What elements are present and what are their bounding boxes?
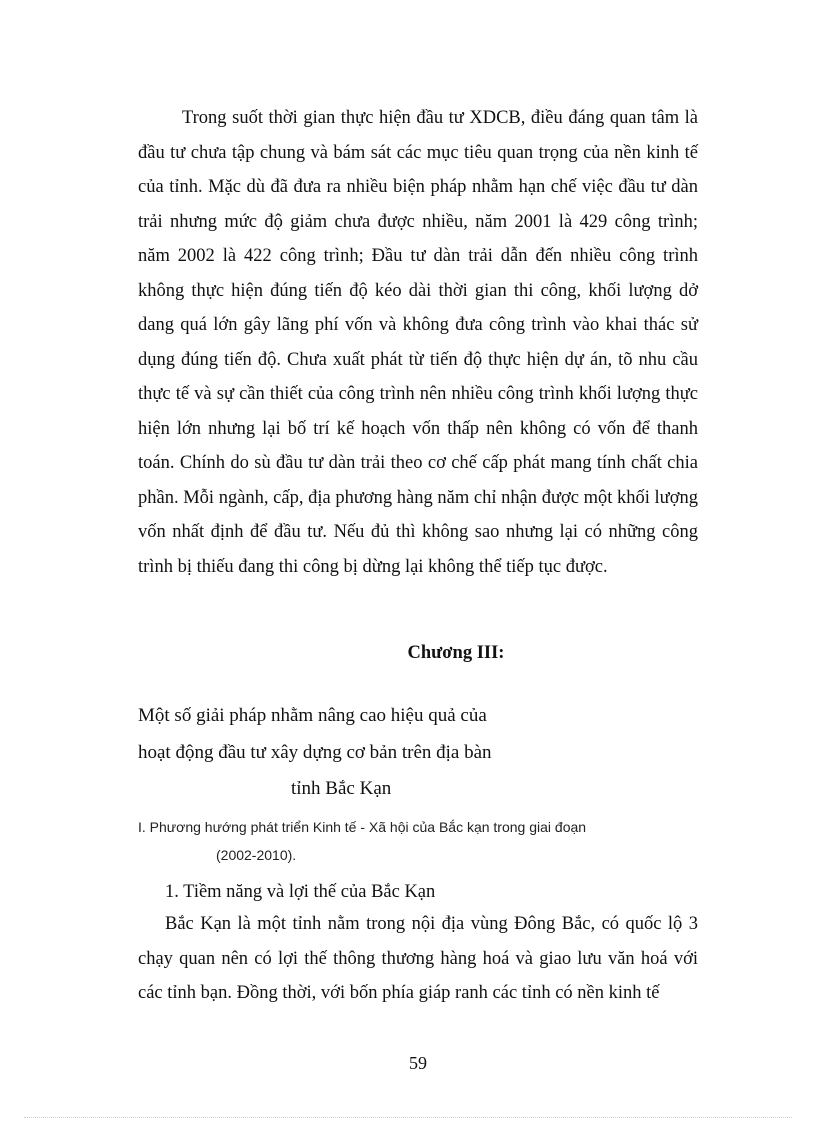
subsection-heading: 1. Tiềm năng và lợi thế của Bắc Kạn	[165, 882, 436, 902]
chapter-title: Chương III:	[407, 643, 505, 663]
bottom-divider	[24, 1117, 792, 1118]
chapter-subtitle-line-2: hoạt động đầu tư xây dựng cơ bản trên địa bàn	[138, 741, 492, 763]
section-heading-period: (2002-2010).	[216, 847, 297, 863]
intro-paragraph: Bắc Kạn là một tỉnh nằm trong nội địa vùng Đông Bắc, có quốc lộ 3 chạy quan nên có lợi thế thông thương hàng hoá và giao lưu văn hoá với các tỉnh bạn. Đồng thời, với bốn phía giáp ranh các tỉnh có nền kinh tế	[138, 914, 698, 1003]
section-heading-text: I. Phương hướng phát triển Kinh tế - Xã hội của Bắc kạn trong giai đoạn	[138, 819, 587, 835]
chapter-subtitle-line-1: Một số giải pháp nhằm nâng cao hiệu quả của	[138, 705, 487, 726]
page-number: 59	[409, 1053, 427, 1073]
chapter-subtitle-line-3: tỉnh Bắc Kạn	[291, 778, 392, 799]
section-heading	[138, 813, 700, 869]
chapter-subtitle	[138, 698, 618, 808]
body-paragraph: Trong suốt thời gian thực hiện đầu tư XDCB, điều đáng quan tâm là đầu tư chưa tập chung và bám sát các mục tiêu quan trọng của nền kinh tế của tỉnh. Mặc dù đã đưa ra nhiều biện pháp nhằm hạn chế việc đầu tư dàn trải nhưng mức độ giảm chưa được nhiều, năm 2001 là 429 công trình; năm 2002 là 422 công trình; Đầu tư dàn trải dẫn đến nhiều công trình không thực hiện đúng tiến độ kéo dài thời gian thi công, khối lượng dở dang quá lớn gây lãng phí vốn và không đưa công trình vào khai thác sử dụng đúng tiến độ. Chưa xuất phát từ tiến độ thực hiện dự án, tõ nhu cầu thực tế và sự cần thiết của công trình nên nhiều công trình khối lượng thực hiện lớn nhưng lại bố trí kế hoạch vốn thấp nên không có vốn để thanh toán. Chính do sù đầu tư dàn trải theo cơ chế cấp phát mang tính chất chia phần. Mỗi ngành, cấp, địa phương hàng năm chỉ nhận được một khối lượng vốn nhất định để đầu tư. Nếu đủ thì không sao nhưng lại có những công trình bị thiếu đang thi công bị dừng lại không thể tiếp tục được.	[138, 108, 698, 577]
